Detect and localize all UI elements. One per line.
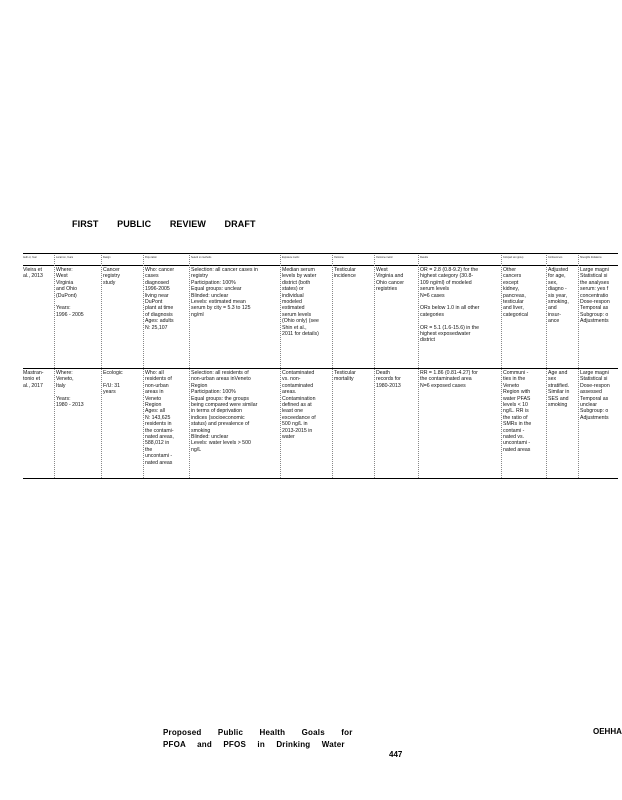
cell-selection: Selection: all residents of non-urban areas inVeneto Region Participation: 100% Equal groups: the groups being compared were similar in terms of deprivation indices (socioeconomic status) and prevalence of smoking Blinded: unclear Levels: water levels > 500 ng/L	[191, 370, 258, 453]
row-rule	[23, 368, 618, 369]
column-separator	[332, 255, 333, 478]
column-separator	[189, 255, 190, 478]
cell-comparison-group: Communi - ties in the Veneto Region with water PFAS levels < 10 ng/L. RR is the ratio of SMRs in the contami - nated vs. uncontami - nated areas	[503, 370, 532, 453]
column-header-exposure: Exposure metric	[282, 256, 300, 259]
cell-confounders: Age and sex stratified. Similar in SES and smoking	[548, 370, 570, 409]
column-header-outcome-metric: Outcome metric	[376, 256, 393, 259]
document-title-line2: PFOA and PFOS in Drinking Water	[163, 740, 345, 749]
document-title	[163, 727, 353, 751]
cell-author: Vieira et al., 2013	[23, 267, 43, 280]
cell-design: Cancer registry study	[103, 267, 121, 286]
column-header-results: Results	[420, 256, 428, 259]
cell-outcome: Testicular mortality	[334, 370, 356, 383]
draft-header-word: FIRST	[72, 219, 99, 229]
column-header-outcome: Outcome	[334, 256, 344, 259]
cell-outcome-metric: Death records for 1980-2013	[376, 370, 401, 389]
column-header-strengths-limitations: Strengths limitations	[580, 256, 602, 259]
column-separator	[101, 255, 102, 478]
cell-exposure: Contaminated vs. non- contaminated areas. Contamination defined as at least one exceedance of 500 ng/L in 2013-2015 in water	[282, 370, 316, 441]
column-header-population: Popu lation	[145, 256, 157, 259]
cell-results: RR = 1.86 (0.81-4.27) for the contaminated area N=6 exposed cases	[420, 370, 478, 389]
column-header-author: Auth or, Year	[23, 256, 37, 259]
draft-header	[72, 219, 272, 229]
column-header-selection: Selecti on methods	[191, 256, 212, 259]
column-header-design: Design	[103, 256, 111, 259]
cell-design: Ecologic F/U: 31 years	[103, 370, 123, 396]
column-separator	[374, 255, 375, 478]
document-title-line1: Proposed Public Health Goals for	[163, 728, 353, 737]
table-row	[23, 267, 618, 369]
cell-author: Mastran- tonio et al., 2017	[23, 370, 44, 389]
cell-results: OR = 2.8 (0.8-9.2) for the highest category (30.8- 109 ng/ml) of modeled serum levels N=6 cases ORs below 1.0 in all other categories OR = 5.1 (1.6-15.6) in the highest exposedwater district	[420, 267, 480, 344]
draft-header-word: REVIEW	[169, 219, 206, 229]
column-header-location: Locati on, Years	[56, 256, 74, 259]
page-number: 447	[389, 750, 403, 759]
table-bottom-rule	[23, 478, 618, 479]
draft-header-word: DRAFT	[224, 219, 256, 229]
cell-strengths-limitations: Large magni Statistical si Dose-respon assessed Temporal as unclear Subgroup: o Adjustments	[580, 370, 610, 421]
table-row	[23, 370, 618, 477]
column-separator	[418, 255, 419, 478]
cell-comparison-group: Other cancers except kidney, pancreas, testicular and liver, categorical	[503, 267, 529, 318]
column-separator	[143, 255, 144, 478]
cell-outcome-metric: West Virginia and Ohio cancer registries	[376, 267, 404, 293]
cell-strengths-limitations: Large magni Statistical si the analyses serum: yes f concentratio Dose-respon Temporal as Subgroup: o Adjustments	[580, 267, 610, 325]
column-separator	[54, 255, 55, 478]
agency-name: OEHHA	[593, 727, 622, 736]
cell-confounders: Adjusted for age, sex, diagno - sis year, smoking, and insur- ance	[548, 267, 569, 325]
cell-location: Where: Veneto, Italy Years: 1980 - 2013	[56, 370, 84, 409]
column-header-comparison-group: Compari son group	[503, 256, 524, 259]
cell-location: Where: West Virginia and Ohio (DuPont) Years: 1996 - 2005	[56, 267, 84, 318]
row-rule	[23, 265, 618, 266]
cell-outcome: Testicular incidence	[334, 267, 356, 280]
column-separator	[501, 255, 502, 478]
cell-population: Who: cancer cases diagnosed 1996-2005 living near DuPont plant at time of diagnosis Ages: adults N: 25,107	[145, 267, 175, 331]
cell-selection: Selection: all cancer cases in registry Participation: 100% Equal groups: unclear Blinded: unclear Levels: estimated mean serum by city = 5.3 to 125 ng/ml	[191, 267, 258, 318]
column-separator	[280, 255, 281, 478]
column-separator	[546, 255, 547, 478]
cell-exposure: Median serum levels by water district (both states) or individual modeled estimated serum levels (Ohio only) (see Shin et al., 2011 for details)	[282, 267, 319, 338]
draft-header-word: PUBLIC	[117, 219, 152, 229]
cell-population: Who: all residents of non-urban areas in Veneto Region Ages: all N: 143,625 residents in the contami- nated areas, 588,012 in the uncontami - nated areas	[145, 370, 174, 466]
table-top-rule	[23, 253, 618, 254]
column-separator	[578, 255, 579, 478]
column-header-confounders: Confound ers	[548, 256, 563, 259]
